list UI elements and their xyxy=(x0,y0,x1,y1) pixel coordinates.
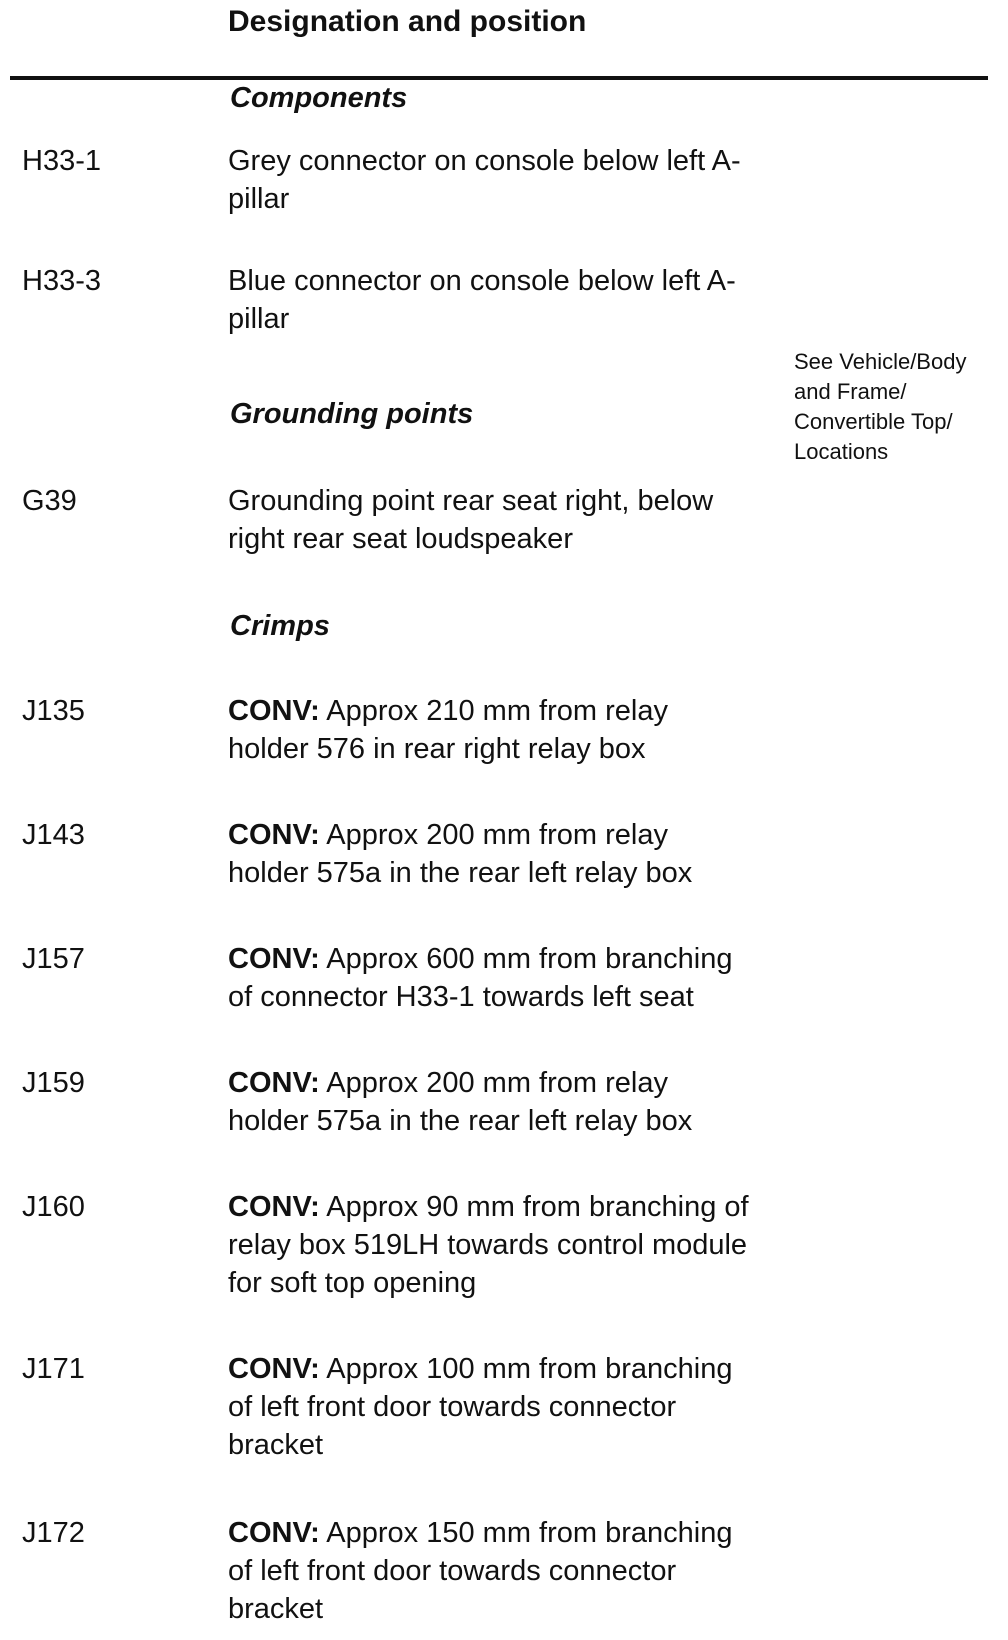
entry-desc-line: holder 575a in the rear left relay box xyxy=(228,857,693,889)
entry-desc-line: Approx 210 mm from relay xyxy=(319,695,668,727)
entry-prefix: CONV: xyxy=(228,1353,320,1385)
entry-desc-line: holder 576 in rear right relay box xyxy=(228,733,646,765)
entry-desc-line: of connector H33-1 towards left seat xyxy=(228,981,694,1013)
entry-desc-line: Grounding point rear seat right, below xyxy=(228,485,714,517)
entry-desc-line: Approx 100 mm from branching xyxy=(319,1353,733,1385)
entry-desc-line: Blue connector on console below left A- xyxy=(228,265,736,297)
entry-desc-line: right rear seat loudspeaker xyxy=(228,523,573,555)
note-line: See Vehicle/Body xyxy=(794,349,967,374)
entry-desc-line: Approx 150 mm from branching xyxy=(319,1517,733,1549)
entry-description xyxy=(228,1514,868,1628)
entry-desc-line: Approx 600 mm from branching xyxy=(319,943,733,975)
entry-prefix: CONV: xyxy=(228,1067,320,1099)
entry-desc-line: pillar xyxy=(228,303,290,335)
entry-description xyxy=(228,1350,868,1464)
entry-desc-line: bracket xyxy=(228,1429,324,1461)
entry-prefix: CONV: xyxy=(228,819,320,851)
entry-code: J157 xyxy=(22,943,85,975)
entry-description xyxy=(228,1064,868,1140)
entry-code: J159 xyxy=(22,1067,85,1099)
note-line: Convertible Top/ xyxy=(794,409,953,434)
entry-description xyxy=(228,482,868,558)
entry-prefix: CONV: xyxy=(228,1517,320,1549)
entry-desc-line: pillar xyxy=(228,183,290,215)
entry-description xyxy=(228,262,868,338)
entry-desc-line: of left front door towards connector xyxy=(228,1555,677,1587)
entry-code: J171 xyxy=(22,1353,85,1385)
entry-desc-line: for soft top opening xyxy=(228,1267,477,1299)
section-heading-grounding: Grounding points xyxy=(230,398,474,430)
page-title: Designation and position xyxy=(228,5,587,38)
entry-desc-line: holder 575a in the rear left relay box xyxy=(228,1105,693,1137)
entry-desc-line: Approx 90 mm from branching of xyxy=(319,1191,749,1223)
entry-description xyxy=(228,142,868,218)
section-heading-crimps: Crimps xyxy=(230,610,330,642)
entry-description xyxy=(228,816,868,892)
entry-desc-line: relay box 519LH towards control module xyxy=(228,1229,748,1261)
cross-reference-note xyxy=(794,347,1004,467)
entry-desc-line: Approx 200 mm from relay xyxy=(319,1067,668,1099)
entry-code: J172 xyxy=(22,1517,85,1549)
entry-description xyxy=(228,692,868,768)
entry-prefix: CONV: xyxy=(228,1191,320,1223)
entry-code: J160 xyxy=(22,1191,85,1223)
entry-description xyxy=(228,1188,868,1302)
note-line: Locations xyxy=(794,439,889,464)
entry-code: J143 xyxy=(22,819,85,851)
entry-code: H33-1 xyxy=(22,145,101,177)
section-heading-components: Components xyxy=(230,82,408,114)
entry-code: H33-3 xyxy=(22,265,101,297)
entry-desc-line: bracket xyxy=(228,1593,324,1625)
header-divider xyxy=(10,76,988,80)
note-line: and Frame/ xyxy=(794,379,907,404)
entry-desc-line: of left front door towards connector xyxy=(228,1391,677,1423)
entry-prefix: CONV: xyxy=(228,943,320,975)
entry-code: J135 xyxy=(22,695,85,727)
entry-prefix: CONV: xyxy=(228,695,320,727)
entry-code: G39 xyxy=(22,485,77,517)
entry-desc-line: Grey connector on console below left A- xyxy=(228,145,741,177)
entry-desc-line: Approx 200 mm from relay xyxy=(319,819,668,851)
entry-description xyxy=(228,940,868,1016)
